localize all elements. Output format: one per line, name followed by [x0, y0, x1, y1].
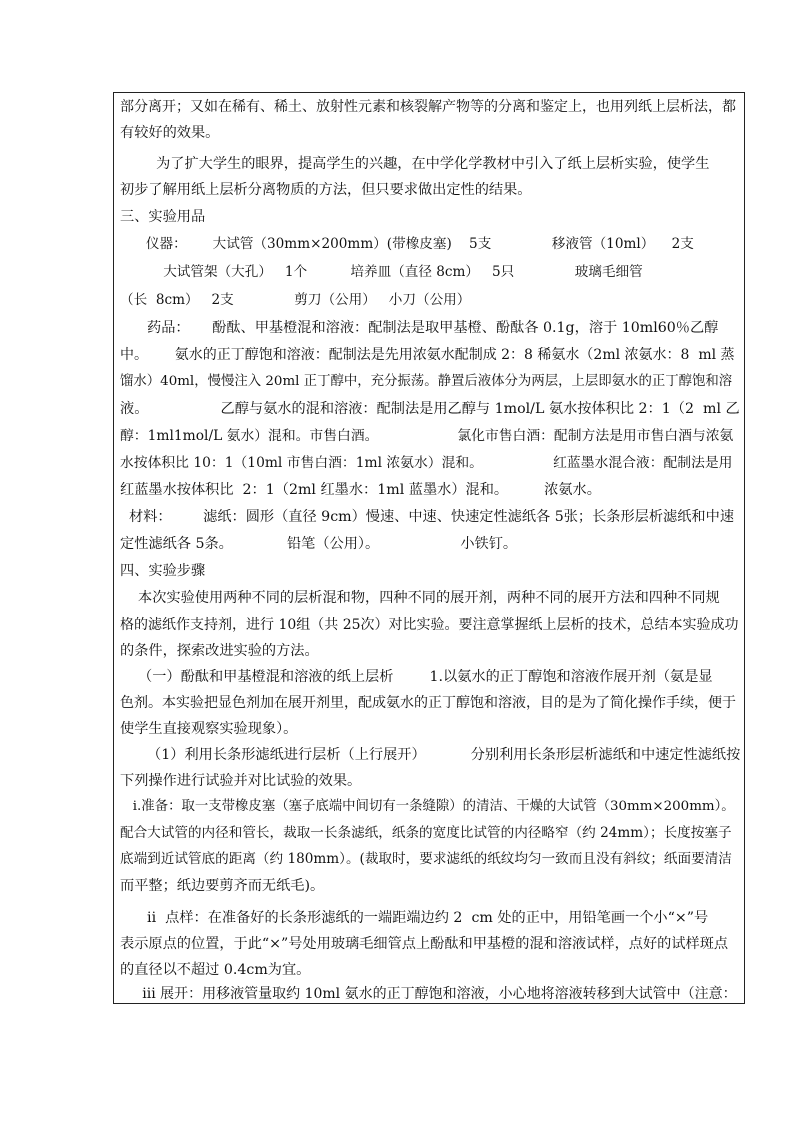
text-line: 而平整；纸边要剪齐而无纸毛)。 — [120, 878, 325, 894]
text-line: 的直径以不超过 0.4cm为宜。 — [120, 962, 311, 978]
text-line: 使学生直接观察实验现象）。 — [120, 721, 298, 737]
document-frame — [113, 92, 745, 1004]
text-line: 底端到近试管底的距离（约 180mm）。(裁取时，要求滤纸的纸纹均匀一致而且没有斜纹；纸面要清洁 — [120, 851, 732, 867]
text-line: 中。 氨水的正丁醇饱和溶液：配制法是先用浓氨水配制成 2：8 稀氨水（2ml 浓氨水：8 ml 蒸 — [120, 347, 735, 363]
text-line: （1）利用长条形滤纸进行层析（上行展开） 分别利用长条形层析滤纸和中速定性滤纸按 — [120, 747, 741, 763]
text-line: 仪器： 大试管（30mm×200mm）(带橡皮塞) 5支 移液管（10ml） 2支 — [120, 236, 694, 252]
text-line: 本次实验使用两种不同的层析混和物，四种不同的展开剂，两种不同的展开方法和四种不同规 — [120, 590, 720, 606]
section-heading: 三、实验用品 — [120, 209, 206, 225]
text-line: 表示原点的位置，于此“×”号处用玻璃毛细管点上酚酞和甲基橙的混和溶液试样，点好的试样斑点 — [120, 936, 729, 952]
text-line: 大试管架（大孔） 1个 培养皿（直径 8cm） 5只 玻璃毛细管 — [120, 264, 643, 280]
text-line: 的条件，探索改进实验的方法。 — [120, 643, 319, 659]
text-line: 格的滤纸作支持剂，进行 10组（共 25次）对比实验。要注意掌握纸上层析的技术，总结本实验成功 — [120, 617, 739, 633]
text-line: ii 点样：在准备好的长条形滤纸的一端距端边约 2 cm 处的正中，用铅笔画一个小“×”号 — [120, 910, 709, 926]
text-line: 部分离开；又如在稀有、稀土、放射性元素和核裂解产物等的分离和鉴定上，也用列纸上层析法，都 — [120, 99, 736, 115]
text-line: 材料： 滤纸：圆形（直径 9cm）慢速、中速、快速定性滤纸各 5张；长条形层析滤纸和中速 — [120, 509, 735, 525]
text-line: 有较好的效果。 — [120, 125, 220, 141]
text-line: iii 展开：用移液管量取约 10ml 氨水的正丁醇饱和溶液，小心地将溶液转移到大试管中（注意： — [120, 986, 737, 1002]
text-line: 液。 乙醇与氨水的混和溶液：配制法是用乙醇与 1mol/L 氨水按体积比 2：1（2 ml 乙 — [120, 401, 740, 417]
text-line: 为了扩大学生的眼界，提高学生的兴趣，在中学化学教材中引入了纸上层析实验，使学生 — [120, 156, 710, 172]
text-line: i.准备：取一支带橡皮塞（塞子底端中间切有一条缝隙）的清洁、干燥的大试管（30mm×200mm）。 — [120, 799, 735, 814]
text-line: （长 8cm） 2支 剪刀（公用） 小刀（公用） — [120, 292, 471, 308]
text-line: （一）酚酞和甲基橙混和溶液的纸上层析 1.以氨水的正丁醇饱和溶液作展开剂（氨是显 — [120, 669, 713, 685]
section-heading: 四、实验步骤 — [120, 563, 206, 579]
text-line: 定性滤纸各 5条。 铅笔（公用）。 小铁钉。 — [120, 536, 518, 552]
text-line: 色剂。本实验把显色剂加在展开剂里，配成氨水的正丁醇饱和溶液，目的是为了简化操作手续，便于 — [120, 695, 736, 711]
text-line: 水按体积比 10：1（10ml 市售白酒：1ml 浓氨水）混和。 红蓝墨水混合液：配制法是用 — [120, 455, 733, 471]
text-line: 红蓝墨水按体积比 2：1（2ml 红墨水：1ml 蓝墨水）混和。 浓氨水。 — [120, 482, 601, 498]
text-line: 馏水）40ml，慢慢注入 20ml 正丁醇中，充分振荡。静置后液体分为两层，上层即氨水的正丁醇饱和溶 — [120, 374, 733, 389]
text-line: 配合大试管的内径和管长，裁取一长条滤纸，纸条的宽度比试管的内径略窄（约 24mm）；长度按塞子 — [120, 825, 732, 841]
text-line: 药品： 酚酞、甲基橙混和溶液：配制法是取甲基橙、酚酞各 0.1g，溶于 10ml60％乙醇 — [120, 320, 719, 336]
text-line: 下列操作进行试验并对比试验的效果。 — [120, 773, 362, 789]
text-line: 醇：1ml1mol/L 氨水）混和。市售白酒。 氯化市售白酒：配制方法是用市售白酒与浓氨 — [120, 428, 734, 444]
text-line: 初步了解用纸上层析分离物质的方法，但只要求做出定性的结果。 — [120, 182, 532, 198]
